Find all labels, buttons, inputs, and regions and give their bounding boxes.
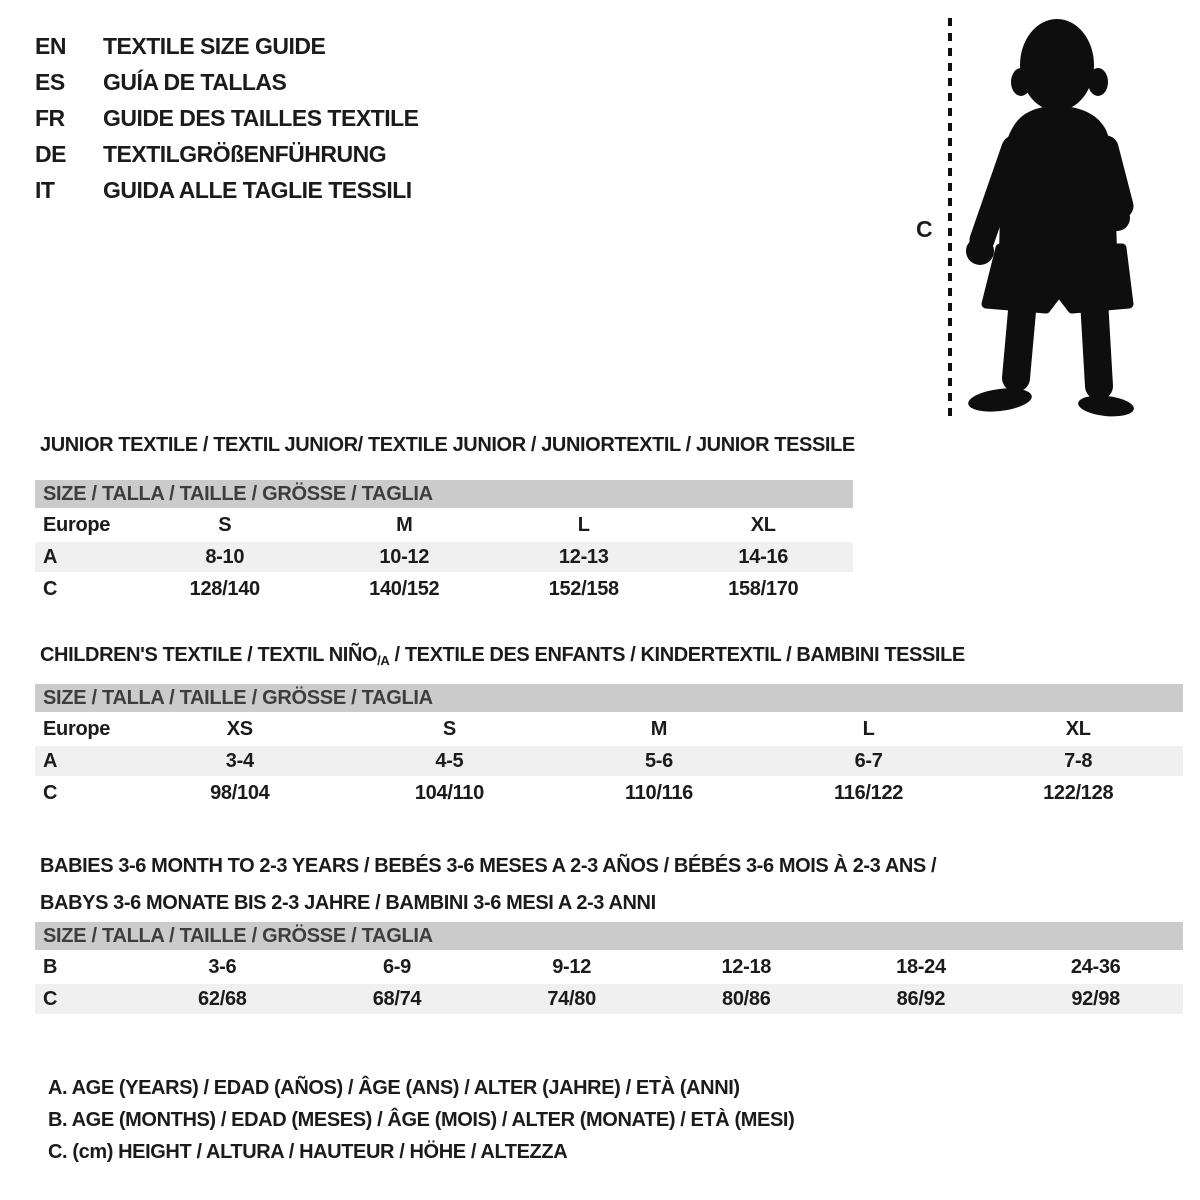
height-cell: 80/86	[659, 984, 834, 1014]
age-cell: 12-13	[494, 542, 674, 572]
age-cell: 8-10	[135, 542, 315, 572]
age-cell: 3-4	[135, 746, 345, 776]
language-title: GUIDA ALLE TAGLIE TESSILI	[103, 176, 412, 203]
height-cell: 158/170	[728, 577, 799, 600]
age-cell: 10-12	[315, 542, 495, 572]
months-cell: 18-24	[896, 955, 946, 978]
size-cell: M	[650, 717, 668, 740]
junior-size-table	[35, 478, 853, 606]
language-title: GUIDE DES TAILLES TEXTILE	[103, 104, 419, 131]
table-row-age	[35, 542, 853, 572]
row-label: Europe	[43, 717, 111, 740]
language-code: FR	[35, 104, 65, 131]
children-title-subscript: /A	[377, 653, 390, 668]
table-row-europe	[35, 510, 853, 540]
size-header-label: SIZE / TALLA / TAILLE / GRÖSSE / TAGLIA	[35, 922, 1183, 950]
height-cell: 68/74	[310, 984, 485, 1014]
size-cell: XL	[750, 513, 776, 536]
height-cell: 86/92	[834, 984, 1009, 1014]
language-title: TEXTILGRÖßENFÜHRUNG	[103, 140, 387, 167]
months-cell: 24-36	[1070, 955, 1121, 978]
language-code: ES	[35, 68, 65, 95]
height-cell: 116/122	[834, 781, 904, 804]
height-cell: 152/158	[548, 577, 619, 600]
language-code: DE	[35, 140, 66, 167]
measure-legend	[48, 1072, 794, 1168]
height-measure-figure	[900, 10, 1170, 428]
row-label: A	[35, 542, 135, 572]
height-cell: 92/98	[1008, 984, 1183, 1014]
row-label: C	[43, 577, 58, 600]
size-cell: XL	[1065, 717, 1091, 740]
table-row-europe	[35, 714, 1183, 744]
babies-title-line2: BABYS 3-6 MONATE BIS 2-3 JAHRE / BAMBINI 3-6 MESI A 2-3 ANNI	[40, 892, 656, 914]
language-title: TEXTILE SIZE GUIDE	[103, 32, 326, 59]
height-cell: 128/140	[189, 577, 260, 600]
age-cell: 4-5	[345, 746, 555, 776]
babies-size-table	[35, 920, 1183, 1016]
section-title-junior: JUNIOR TEXTILE / TEXTIL JUNIOR/ TEXTILE JUNIOR / JUNIORTEXTIL / JUNIOR TESSILE	[40, 434, 855, 456]
row-label: C	[35, 984, 135, 1014]
legend-line-a: A. AGE (YEARS) / EDAD (AÑOS) / ÂGE (ANS) / ALTER (JAHRE) / ETÀ (ANNI)	[48, 1077, 740, 1099]
legend-line-b: B. AGE (MONTHS) / EDAD (MESES) / ÂGE (MOIS) / ALTER (MONATE) / ETÀ (MESI)	[48, 1109, 795, 1131]
language-guide-list	[35, 28, 419, 208]
months-cell: 6-9	[382, 955, 411, 978]
height-cell: 74/80	[484, 984, 659, 1014]
size-header-bar	[35, 922, 1183, 950]
height-cell: 104/110	[414, 781, 484, 804]
children-title-prefix: CHILDREN'S TEXTILE / TEXTIL NIÑO	[40, 644, 378, 666]
size-header-label: SIZE / TALLA / TAILLE / GRÖSSE / TAGLIA	[35, 480, 853, 508]
size-cell: S	[442, 717, 456, 740]
size-header-bar	[35, 480, 853, 508]
language-title: GUÍA DE TALLAS	[103, 68, 287, 95]
table-row-months	[35, 952, 1183, 982]
language-code: EN	[35, 32, 66, 59]
age-cell: 7-8	[973, 746, 1183, 776]
language-row-es	[35, 64, 419, 100]
size-cell: S	[218, 513, 232, 536]
children-title-suffix: / TEXTILE DES ENFANTS / KINDERTEXTIL / BAMBINI TESSILE	[389, 644, 965, 666]
section-title-babies	[40, 848, 936, 922]
size-cell: XS	[226, 717, 253, 740]
toddler-silhouette-icon	[900, 10, 1170, 428]
months-cell: 12-18	[721, 955, 772, 978]
row-label: B	[43, 955, 58, 978]
height-cell: 140/152	[369, 577, 440, 600]
legend-line-c: C. (cm) HEIGHT / ALTURA / HAUTEUR / HÖHE / ALTEZZA	[48, 1141, 568, 1163]
table-row-height	[35, 574, 853, 604]
row-label: Europe	[43, 513, 111, 536]
height-cell: 62/68	[135, 984, 310, 1014]
size-cell: L	[577, 513, 590, 536]
months-cell: 9-12	[552, 955, 592, 978]
children-size-table	[35, 682, 1183, 810]
height-cell: 122/128	[1043, 781, 1114, 804]
table-row-height	[35, 984, 1183, 1014]
table-row-height	[35, 778, 1183, 808]
size-header-label: SIZE / TALLA / TAILLE / GRÖSSE / TAGLIA	[35, 684, 1183, 712]
age-cell: 14-16	[674, 542, 854, 572]
age-cell: 5-6	[554, 746, 764, 776]
language-row-de	[35, 136, 419, 172]
months-cell: 3-6	[208, 955, 237, 978]
size-cell: M	[396, 513, 413, 536]
babies-title-line1: BABIES 3-6 MONTH TO 2-3 YEARS / BEBÉS 3-6 MESES A 2-3 AÑOS / BÉBÉS 3-6 MOIS À 2-3 ANS /	[40, 855, 937, 877]
table-row-age	[35, 746, 1183, 776]
height-measure-label: C	[916, 216, 933, 242]
language-row-en	[35, 28, 419, 64]
language-row-fr	[35, 100, 419, 136]
row-label: A	[35, 746, 135, 776]
size-header-bar	[35, 684, 1183, 712]
age-cell: 6-7	[764, 746, 974, 776]
language-row-it	[35, 172, 419, 208]
height-cell: 110/116	[624, 781, 693, 804]
size-cell: L	[862, 717, 875, 740]
height-cell: 98/104	[210, 781, 270, 804]
language-code: IT	[35, 176, 55, 203]
section-title-children	[40, 642, 965, 674]
row-label: C	[43, 781, 58, 804]
